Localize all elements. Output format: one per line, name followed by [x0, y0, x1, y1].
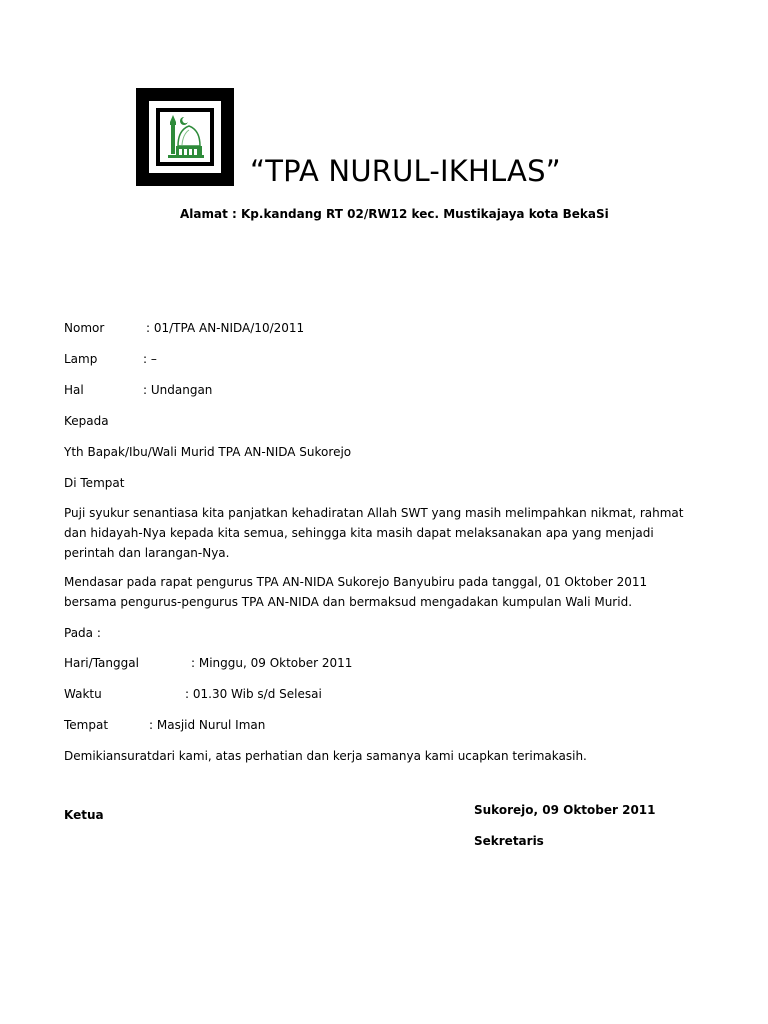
- nomor-label: Nomor: [64, 321, 105, 335]
- body-paragraph-2: Mendasar pada rapat pengurus TPA AN-NIDA Sukorejo Banyubiru pada tanggal, 01 Oktober 2011 bersama pengurus-pengurus TPA AN-NIDA dan bermaksud mengadakan kumpulan Wali Murid.: [64, 575, 648, 609]
- place-date: Sukorejo, 09 Oktober 2011: [474, 803, 656, 817]
- hal-label: Hal: [64, 383, 84, 397]
- recipient-line: Yth Bapak/Ibu/Wali Murid TPA AN-NIDA Sukorejo: [64, 445, 352, 459]
- waktu-label: Waktu: [64, 687, 102, 701]
- letterhead-address: Alamat : Kp.kandang RT 02/RW12 kec. Mustikajaya kota BekaSi: [180, 207, 609, 221]
- nomor-value: : 01/TPA AN-NIDA/10/2011: [146, 321, 305, 335]
- pada-line: Pada :: [64, 626, 101, 640]
- tempat-label: Tempat: [64, 718, 109, 732]
- hari-tanggal-value: : Minggu, 09 Oktober 2011: [191, 656, 353, 670]
- hal-value: : Undangan: [143, 383, 213, 397]
- lamp-label: Lamp: [64, 352, 98, 366]
- mosque-logo-icon: [160, 112, 210, 162]
- logo-inner-frame: [156, 108, 214, 166]
- lamp-value: : –: [143, 352, 157, 366]
- logo-frame: [136, 88, 234, 186]
- kepada-line: Kepada: [64, 414, 109, 428]
- logo-inner-border: [149, 101, 221, 173]
- di-tempat-line: Di Tempat: [64, 476, 125, 490]
- sekretaris-label: Sekretaris: [474, 834, 544, 848]
- tempat-value: : Masjid Nurul Iman: [149, 718, 266, 732]
- ketua-label: Ketua: [64, 808, 104, 822]
- hari-tanggal-label: Hari/Tanggal: [64, 656, 139, 670]
- body-paragraph-1: Puji syukur senantiasa kita panjatkan kehadiratan Allah SWT yang masih melimpahkan nikmat, rahmat dan hidayah-Nya kepada kita semua, sehingga kita masih dapat melaksanakan apa yang menjadi perintah dan larangan-Nya.: [64, 506, 684, 560]
- waktu-value: : 01.30 Wib s/d Selesai: [185, 687, 322, 701]
- closing-line: Demikiansuratdari kami, atas perhatian dan kerja samanya kami ucapkan terimakasih.: [64, 749, 587, 763]
- letterhead-title: “TPA NURUL-IKHLAS”: [250, 154, 561, 188]
